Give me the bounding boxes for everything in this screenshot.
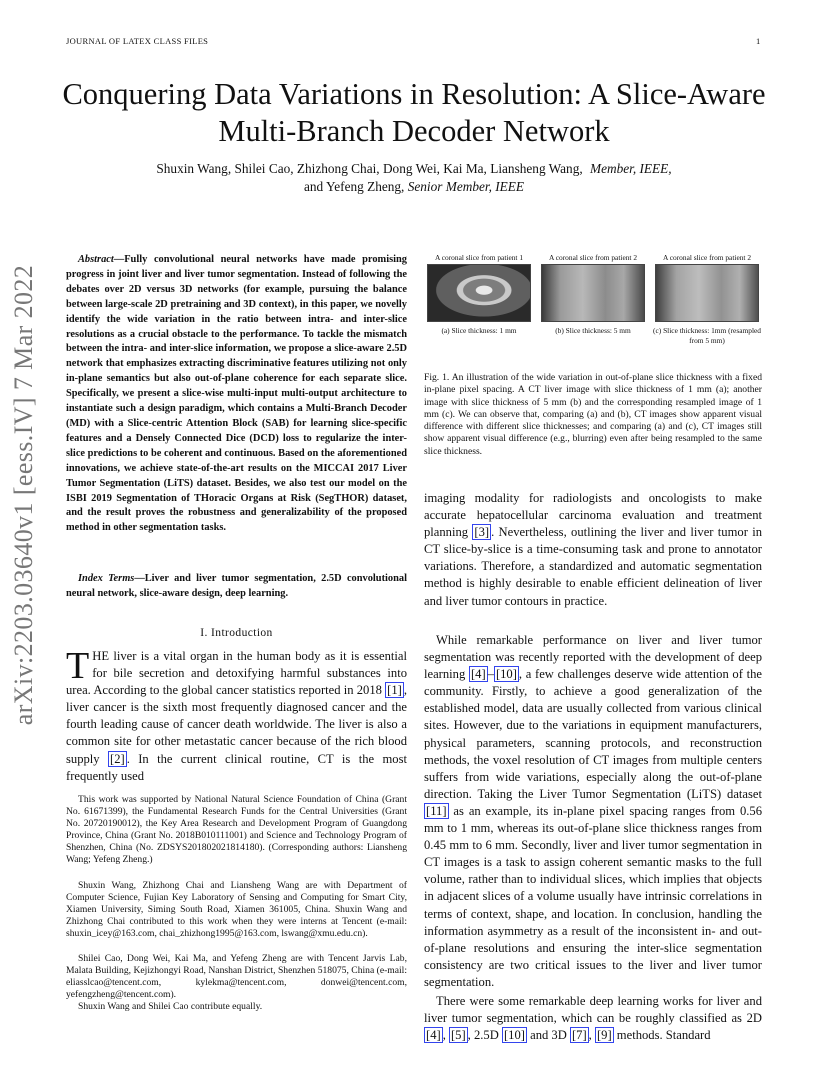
footnote-funding: This work was supported by National Natural Science Foundation of China (Grant No. 61671399), the Fundamental Research Funds for the Central Universities (Grant No. 20720190012), the Key Area Research and Development Program of Guangdong Province, China (Grant No. 2018B010111001) and Science and Technology Program of Shenzhen, China (No. ZDSYS201802021814180). (Corresponding authors: Liansheng Wang; Yefeng Zheng.) [66,794,407,866]
body-text: methods. Standard [613,1028,711,1043]
intro-lead: HE [92,649,110,663]
citation-link[interactable]: [4] [470,667,486,682]
footnote-equal-contribution: Shuxin Wang and Shilei Cao contribute equally. [78,1001,263,1012]
abstract-label: Abstract [78,254,114,265]
citation-link[interactable]: [7] [571,1028,587,1043]
panel-top-label: A coronal slice from patient 2 [662,253,752,262]
page-number: 1 [756,36,761,46]
footnote-affiliation-1: Shuxin Wang, Zhizhong Chai and Liansheng Wang are with Department of Computer Science, Fujian Key Laboratory of Sensing and Computing for Smart City, Xiamen University, Siming South Road, Xiamen 361005, China. Shuxin Wang and Zhizhong Chai contributed to this work when they were interns at Tencent (e-mail: shuxin_icey@163.com, chai_zhizhong1995@163.com, lswang@xmu.edu.cn). [66,880,407,940]
citation-link[interactable]: [3] [474,525,490,540]
arxiv-id: arXiv:2203.03640v1 [eess.IV] 7 Mar 2022 [9,264,38,726]
abstract-text: —Fully convolutional neural networks have made promising progress in joint liver and liver tumor segmentation. Instead of following the debates over 2D versus 3D networks (for example, pursuing the balance between large-scale 2D pretraining and 3D context), in this paper, we novelly identify the wide variation in the ratio between intra- and inter-slice resolutions as a crucial obstacle to the performance. To tackle the mismatch between the intra- and inter-slice information, we propose a slice-aware 2.5D network that emphasizes extracting discriminative features utilizing not only in-plane semantics but also out-of-plane coherence for each separate slice. Specifically, we present a slice-wise multi-input multi-output architecture to instantiate such a design paradigm, which contains a Multi-Branch Decoder (MD) with a Slice-centric Attention Block (SAB) for learning slice-specific features and a Densely Connected Dice (DCD) loss to regularize the inter-slice predictions to be coherent and continuous. Based on the aforementioned innovations, we achieve state-of-the-art results on the MICCAI 2017 Liver Tumor Segmentation (LiTS) dataset. Besides, we also test our model on the ISBI 2019 Segmentation of THoracic Organs at Risk (SegTHOR) dataset, and the result proves the robustness and generalizability of the proposed method in other segmentation tasks. [66,254,407,534]
body-text: , 2.5D [467,1028,502,1043]
citation-link[interactable]: [2] [110,751,125,766]
panel-top-label: A coronal slice from patient 2 [548,253,638,262]
authors-line-1: Shuxin Wang, Shilei Cao, Zhizhong Chai, Dong Wei, Kai Ma, Liansheng Wang, [156,161,583,176]
panel-caption: (b) Slice thickness: 5 mm [555,326,631,335]
figure-panel-a [424,252,534,336]
body-text: and 3D [526,1028,570,1043]
arxiv-stamp [0,264,48,726]
body-text: – [487,667,494,682]
author-list [60,160,768,196]
journal-header: JOURNAL OF LATEX CLASS FILES [66,36,209,46]
panel-caption: (a) Slice thickness: 1 mm [441,326,517,335]
panel-top-label: A coronal slice from patient 1 [434,253,524,262]
index-terms [66,572,407,602]
drop-cap: T [66,645,90,687]
authors-line-2: and Yefeng Zheng, [303,179,405,194]
body-text: There were some remarkable deep learning works for liver and liver tumor segmentation, which can be roughly classified as 2D [424,994,762,1026]
footnote-affiliation-2: Shilei Cao, Dong Wei, Kai Ma, and Yefeng Zheng are with Tencent Jarvis Lab, Malata Building, Kejizhongyi Road, Nanshan District, Shenzhen 518075, China (e-mail: eliasslcao@tencent.com, kylekma@tencent.com, donwei@tencent.com, yefengzheng@tencent.com). [66,953,407,1001]
index-terms-text: —Liver and liver tumor segmentation, 2.5D convolutional neural network, slice-aware design, deep learning. [66,573,407,599]
body-text: , a few challenges deserve wide attention of the community. Firstly, to achieve a good generalization of the established model, data are usually collected from various clinical sites. However, due to the variations in equipment manufacturers, physical parameters, scanning protocols, and reconstruction methods, the voxel resolution of CT images from multiple centers suffers from wide variations, especially along the out-of-plane direction. Taking the Liver Tumor Segmentation (LiTS) dataset [424,667,762,801]
ct-slice-image [427,264,531,322]
body-paragraph-2 [424,632,762,991]
citation-link[interactable]: [10] [495,667,517,682]
citation-link[interactable]: [1] [387,683,402,698]
citation-link[interactable]: [9] [596,1028,612,1043]
intro-text-c: . In the current clinical routine, CT is the most frequently used [66,751,407,783]
figure-panel-b [538,252,648,336]
abstract [66,253,407,536]
body-text: While remarkable performance on liver and liver tumor segmentation was recently reported with the development of deep learning [424,633,762,682]
figure-1 [424,252,762,362]
body-text: , [442,1028,449,1043]
citation-link[interactable]: [10] [503,1028,525,1043]
body-paragraph-1 [424,490,762,610]
ct-slice-image [655,264,759,322]
intro-paragraph [66,645,407,785]
figure-1-caption: Fig. 1. An illustration of the wide variation in out-of-plane slice thickness with a fixed in-plane pixel spacing. A CT liver image with slice thickness of 1 mm (a); another image with slice thickness of 5 mm (b) and the corresponding resampled image of 1 mm (c). We can observe that, comparing (a) and (b), CT images show apparent visual difference with different slice thicknesses; and comparing (a) and (c), CT images still show apparent visual difference (e.g., blurring) even after being resampled to the same slice thickness. [424,372,762,457]
ct-slice-image [541,264,645,322]
citation-link[interactable]: [4] [426,1028,441,1043]
citation-link[interactable]: [11] [426,803,447,818]
body-paragraph-3 [424,993,762,1044]
body-text: , [588,1028,595,1043]
body-text: as an example, its in-plane pixel spacing ranges from 0.56 mm to 1 mm, whereas its out-of-plane slice thickness ranges from 0.45 mm to 6 mm. Secondly, liver and liver tumor segmentation in CT images is a task to assign coherent semantic masks to the full volume, rather than to individual slices, which implies that objects in adjacent slices of a volume usually have intrinsic correlations in terms of context, shape, and location. In conclusion, handling the information asymmetry as a result of the inconsistent in- and out-of-plane resolutions and ensuring the inter-slice segmentation consistency are two critical issues to the liver and liver tumor segmentation. [424,803,762,989]
intro-text-a: liver is a vital organ in the human body as it is essential for bile secretion and detoxifying harmful substances into urea. According to the global cancer statistics reported in 2018 [66,649,407,698]
body-text: imaging modality for radiologists and oncologists to make accurate hepatocellular carcinoma evaluation and treatment planning [424,491,762,540]
body-text: . Nevertheless, outlining the liver and liver tumor in CT slice-by-slice is a time-consuming task and prone to annotator variations. Therefore, a standardized and automatic segmentation method is highly desirable to enable efficient delineation of liver and liver tumor contours in practice. [424,525,762,608]
figure-panel-c [652,252,762,346]
citation-link[interactable]: [5] [450,1028,466,1043]
section-heading: I. Introduction [200,627,273,639]
index-terms-label: Index Terms [78,573,135,584]
paper-title: Conquering Data Variations in Resolution: A Slice-Aware Multi-Branch Decoder Network [62,77,766,148]
authors-role-1: Member, IEEE, [590,161,672,176]
intro-text-b: , liver cancer is the sixth most frequently diagnosed cancer and the fourth leading cause of cancer death worldwide. The liver is also a common site for other metastatic cancer because of the rich blood supply [66,683,407,766]
authors-role-2: Senior Member, IEEE [407,179,525,194]
panel-caption: (c) Slice thickness: 1mm (resampled from 5 mm) [653,326,761,345]
